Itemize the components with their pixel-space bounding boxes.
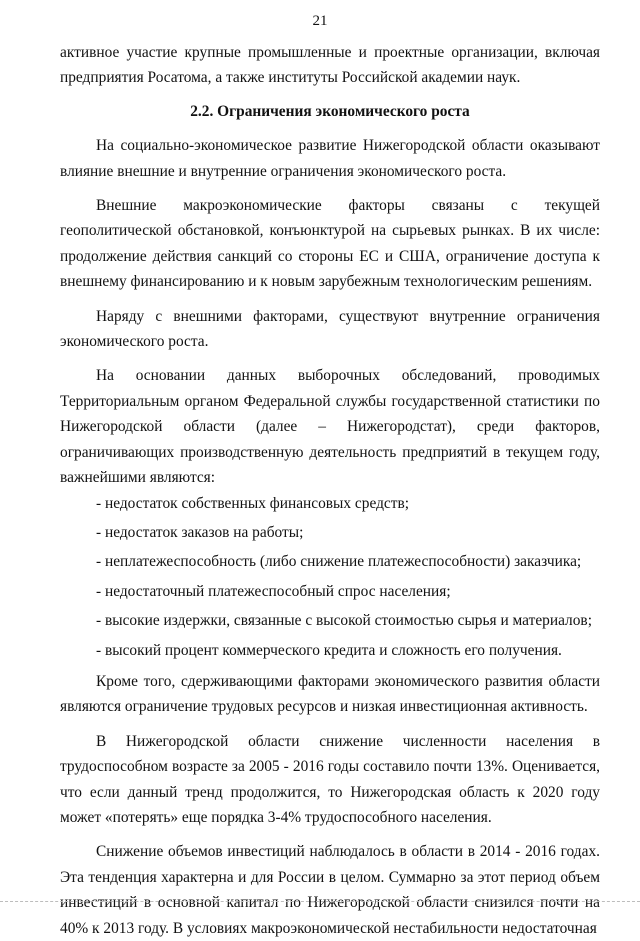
document-body [60,40,600,941]
list-item: - неплатежеспособность (либо снижение платежеспособности) заказчика; [96,553,582,571]
list-item: - недостаток заказов на работы; [96,523,304,541]
paragraph: В Нижегородской области снижение численности населения в трудоспособном возрасте за 2005 - 2016 годы составило почти 13%. Оценивается, что если данный тренд продолжится, то Нижегородская область к 2020 году может «потерять» еще порядка 3-4% трудоспособного населения. [60,732,600,826]
paragraph: Кроме того, сдерживающими факторами экономического развития области являются ограничение трудовых ресурсов и низкая инвестиционная активность. [60,672,600,716]
list-item: - недостаток собственных финансовых средств; [96,494,410,512]
paragraph: На основании данных выборочных обследований, проводимых Территориальным органом Федеральной службы государственной статистики по Нижегородской области (далее – Нижегородстат), среди факторов, ограничивающих производственную деятельность предприятий в текущем году, важнейшими являются: [60,367,600,487]
paragraph: Наряду с внешними факторами, существуют внутренние ограничения экономического роста. [60,307,600,351]
paragraph: Внешние макроэкономические факторы связаны с текущей геополитической обстановкой, конъюнктурой на сырьевых рынках. В их числе: продолжение действия санкций со стороны ЕС и США, ограничение доступа к внешнему финансированию и к новым зарубежным технологическим решениям. [60,197,600,291]
list-item: - высокие издержки, связанные с высокой стоимостью сырья и материалов; [96,612,592,630]
page-number: 21 [312,13,328,29]
list-item: - высокий процент коммерческого кредита и сложность его получения. [96,641,562,659]
intro-paragraph: активное участие крупные промышленные и проектные организации, включая предприятия Росатома, а также институты Российской академии наук. [60,44,600,87]
section-heading: 2.2. Ограничения экономического роста [190,102,470,120]
factor-list [60,491,600,663]
page-bottom-rule [0,901,640,902]
list-item: - недостаточный платежеспособный спрос населения; [96,582,451,600]
paragraph: Снижение объемов инвестиций наблюдалось в области в 2014 - 2016 годах. Эта тенденция характерна и для России в целом. Суммарно за этот период объем инвестиций в основной капитал по Нижегородской области снизился почти на 40% к 2013 году. В условиях макроэкономической нестабильности недостаточная [60,843,600,937]
paragraph: На социально-экономическое развитие Нижегородской области оказывают влияние внешние и внутренние ограничения экономического роста. [60,137,600,180]
